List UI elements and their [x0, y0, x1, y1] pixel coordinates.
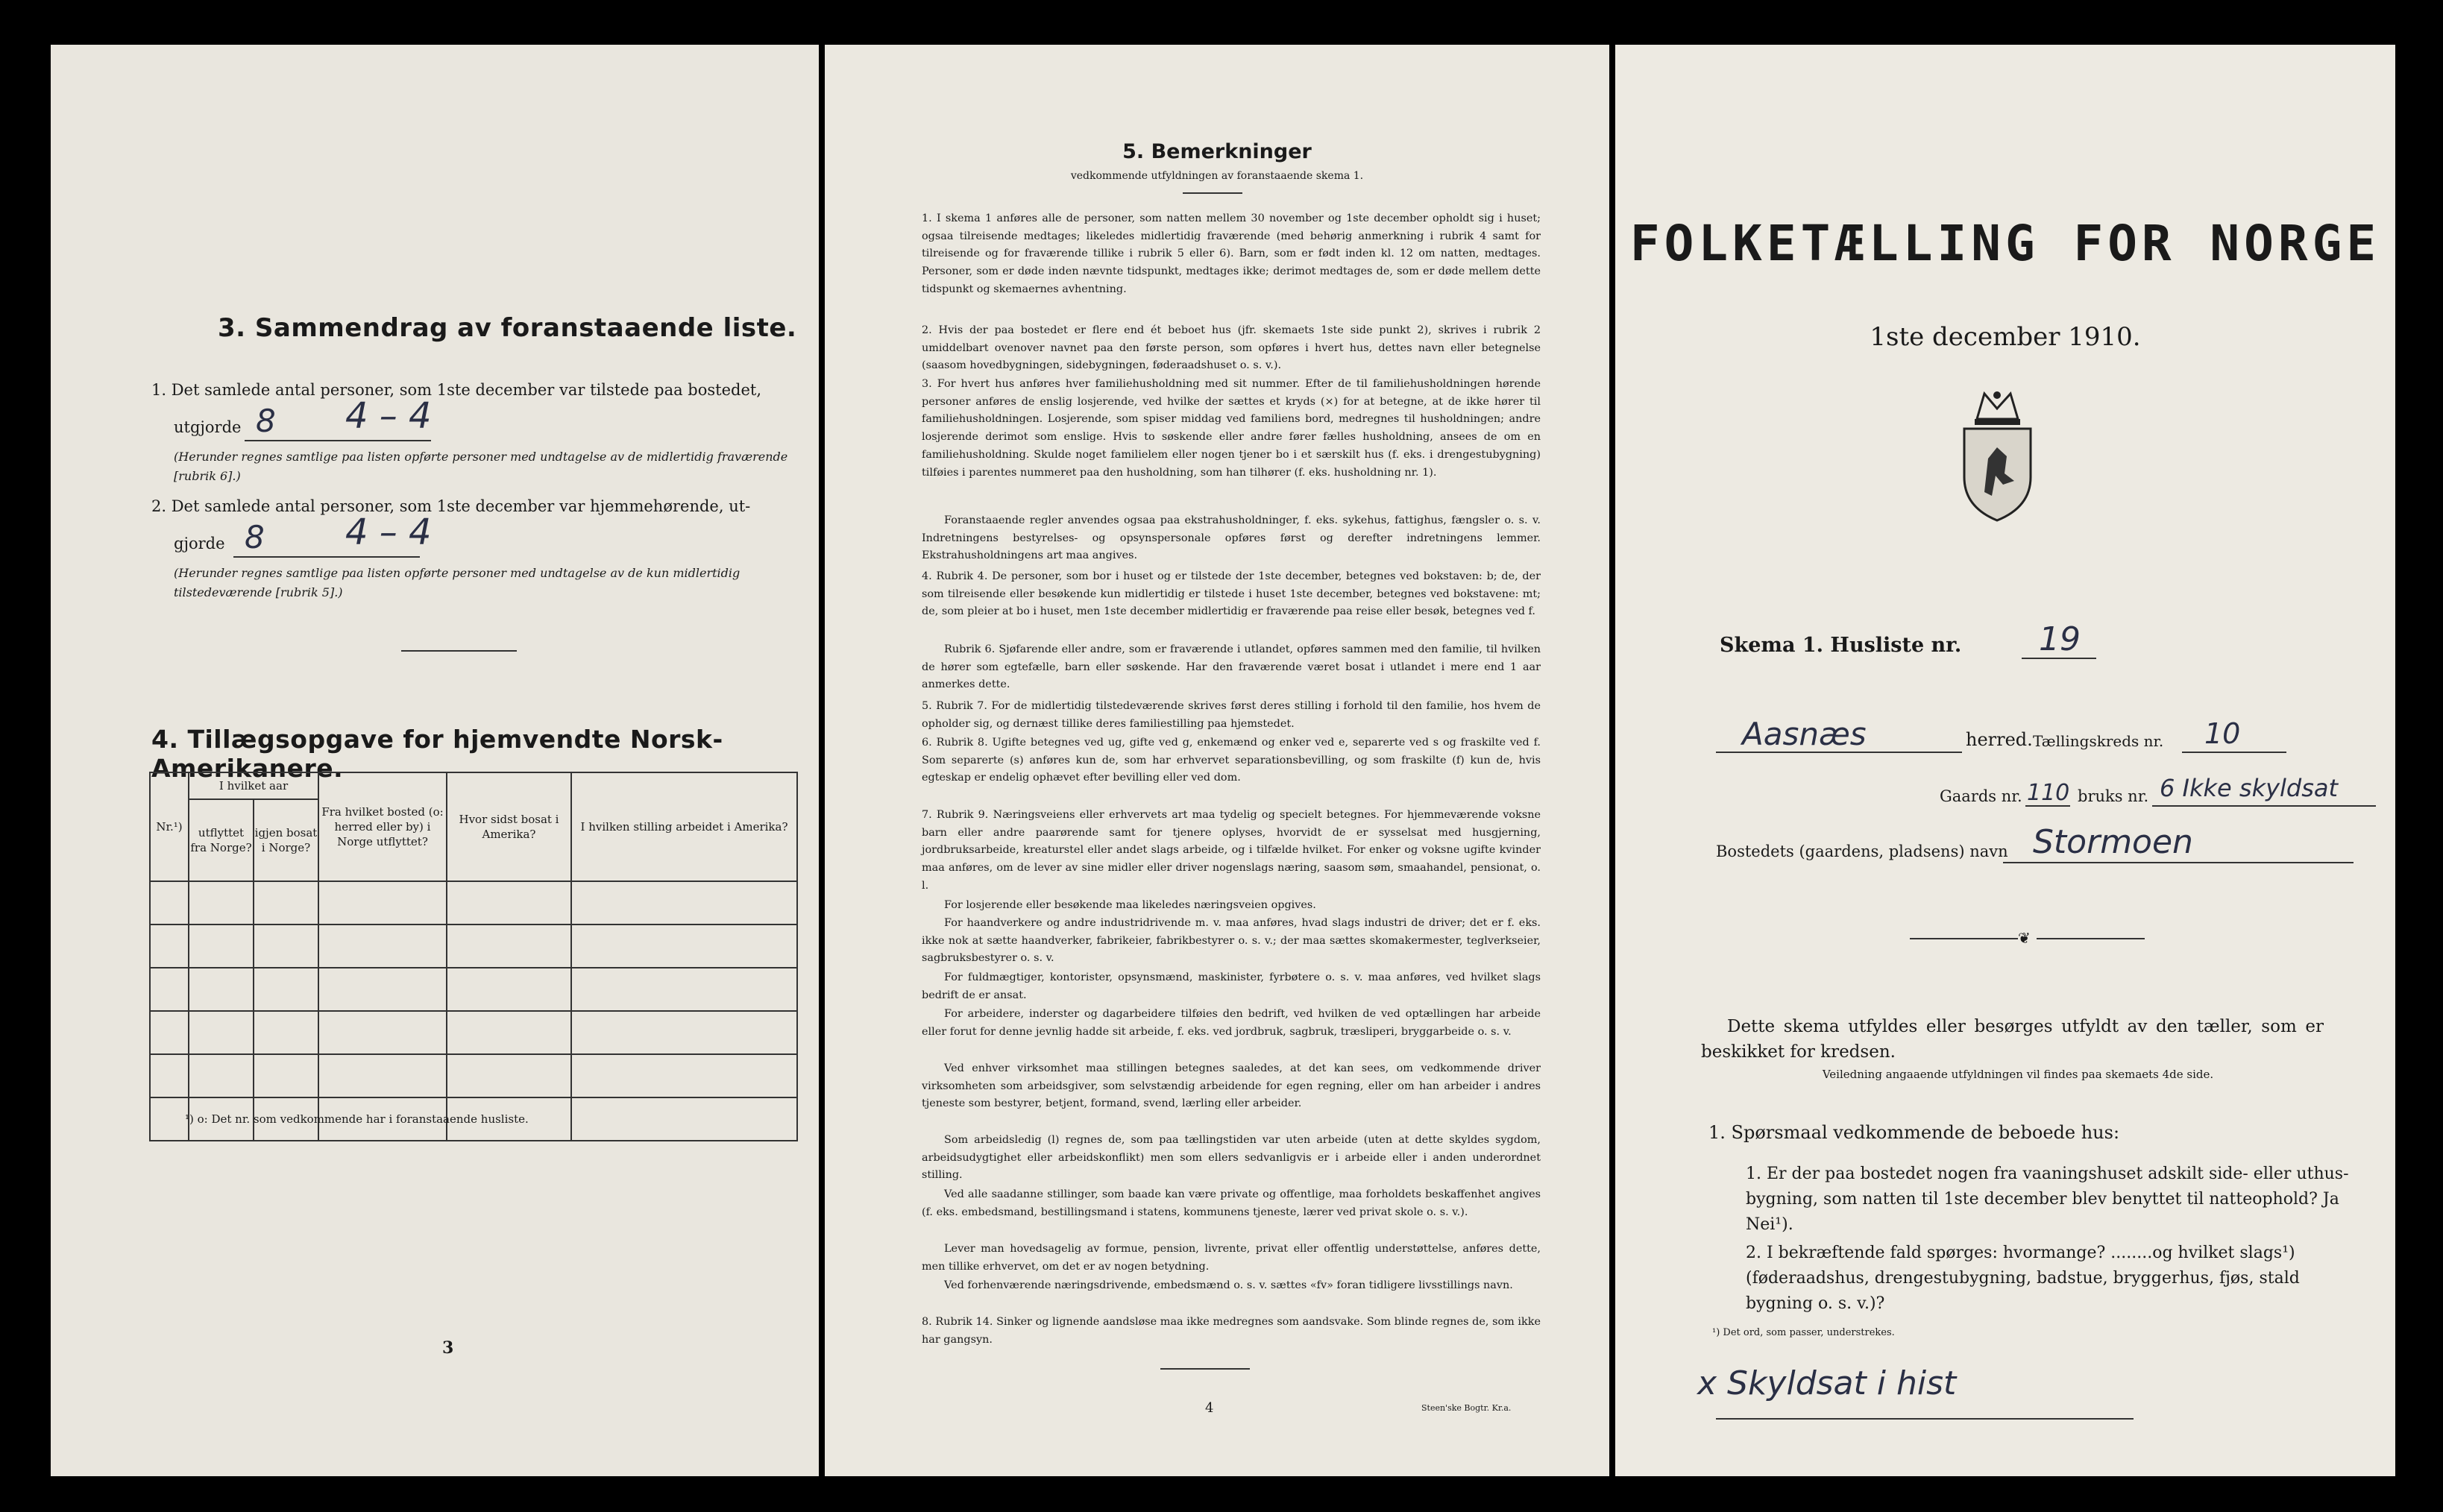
gaards-nr: 110: [2027, 780, 2070, 806]
intro-text: Dette skema utfyldes eller besørges utfyldt av den tæller, som er beskikket for kredsen.: [1701, 1017, 2324, 1062]
husliste-nr: 19: [2039, 620, 2081, 658]
item1-note: (Herunder regnes samtlige paa listen opførte personer med undtagelse av de midlertidig fraværende [rubrik 6].): [174, 450, 788, 483]
bruks-value: 6 Ikke skyldsat: [2160, 774, 2339, 802]
table-row: [150, 1054, 797, 1097]
remark-7: 7. Rubrik 9. Næringsveiens eller erhvervets art maa tydelig og specielt betegnes. For hjemmeværende voksne barn eller andre paarørende samt for tjenere oplyses, hvorvidt de er sysselsat med husgjerning, jordbruksarbeide, kreaturstel eller andet slags arbeide, og i tilfælde hvilket. For enker og voksne ugifte kvinder maa anføres, om de lever av sine midler eller driver nogenslags næring, saasom søm, smaahandel, pensionat, o. l.: [922, 809, 1541, 892]
remark-7h: Ved alle saadanne stillinger, som baade kan være private og offentlige, maa forholdets beskaffenhet angives (f. eks. embedsmand, bestillingsmand i statens, kommunens tjeneste, lærer ved privat skole o. s. v.).: [922, 1188, 1541, 1218]
item2-text: 2. Det samlede antal personer, som 1ste december var hjemmehørende, ut-: [151, 497, 751, 515]
bottom-line: [1716, 1418, 2134, 1420]
questions-heading: 1. Spørsmaal vedkommende de beboede hus:: [1708, 1122, 2120, 1143]
question-2: 2. I bekræftende fald spørges: hvormange? ........og hvilket slags¹) (føderaadshus, drengestubygning, badstue, bryggerhus, fjøs, stald bygning o. s. v.)?: [1746, 1244, 2300, 1313]
remark-7f: Ved enhver virksomhet maa stillingen betegnes saaledes, at det kan sees, om vedkommende driver virksomheten som arbeidsgiver, som selvstændig arbeidende for egen regning, eller om han arbeider i andres tjeneste som bestyrer, betjent, formand, svend, lærling eller arbeider.: [922, 1062, 1541, 1110]
item2-note: (Herunder regnes samtlige paa listen opførte personer med undtagelse av de kun midlertidig tilstedeværende [rubrik 5].): [174, 566, 741, 599]
section4-title: 4. Tillægsopgave for hjemvendte Norsk-Amerikanere.: [151, 725, 723, 783]
remark-5: 5. Rubrik 7. For de midlertidig tilstedeværende skrives først deres stilling i forhold til den familie, hos hvem de opholder sig, og dernæst tillike deres familiestilling paa hjemstedet.: [922, 700, 1541, 730]
remark-6: 6. Rubrik 8. Ugifte betegnes ved ug, gifte ved g, enkemænd og enker ved e, separerte ved s og fraskilte ved f. Som separerte (s) anføres kun de, som har erhvervet separationsbevilling, og som fraskilte (f) kun de, hvis egteskap er endelig ophævet efter bevilling eller ved dom.: [922, 737, 1541, 784]
ornament-rule-right: [2037, 938, 2145, 939]
col-year-group: I hvilket aar: [189, 772, 318, 799]
table-row: [150, 881, 797, 924]
herred-value: Aasnæs: [1742, 716, 1867, 752]
table-row: [150, 968, 797, 1011]
footnote: ¹) o: Det nr. som vedkommende har i foranstaaende husliste.: [185, 1112, 529, 1126]
col-nr: Nr.¹): [150, 772, 189, 881]
bruks-line: [2152, 805, 2376, 807]
remark-7d: For fuldmægtiger, kontorister, opsynsmænd, maskinister, fyrbøtere o. s. v. maa anføres, ved hvilket slags bedrift de er ansat.: [922, 971, 1541, 1001]
remark-7i: Lever man hovedsagelig av formue, pension, livrente, privat eller offentlig understøttelse, anføres dette, men tillike erhvervet, om det er av nogen betydning.: [922, 1243, 1541, 1273]
col-emigrated: utflyttet fra Norge?: [189, 799, 254, 881]
remark-7b: For losjerende eller besøkende maa likeledes næringsveien opgives.: [944, 899, 1316, 911]
bosted-line: [2003, 862, 2354, 863]
americans-table: [149, 772, 798, 1141]
page-3: [51, 45, 819, 1476]
page-number: 4: [1205, 1400, 1214, 1416]
item1-hand-total: 8: [256, 403, 276, 439]
item1-text: 1. Det samlede antal personer, som 1ste december var tilstede paa bostedet,: [151, 381, 762, 399]
item2-line: [233, 556, 420, 558]
item2-gjorde: gjorde: [174, 535, 225, 552]
item2-hand-total: 8: [245, 519, 265, 555]
remark-8: 8. Rubrik 14. Sinker og lignende aandsløse maa ikke medregnes som aandsvake. Som blinde regnes de, som ikke har gangsyn.: [922, 1316, 1541, 1346]
page-4: [825, 45, 1609, 1476]
census-date: 1ste december 1910.: [1870, 322, 2141, 352]
form-title: FOLKETÆLLING FOR NORGE: [1629, 215, 2381, 272]
bruks-label: bruks nr.: [2078, 787, 2149, 805]
remark-7e: For arbeidere, inderster og dagarbeidere tilføies den bedrift, ved hvilken de ved optællingen har arbeide eller forut for denne jevnlig hadde sit arbeide, f. eks. ved jordbruk, sagbruk, træsliperi, bryggarbeide o. s. v.: [922, 1008, 1541, 1038]
remarks-title: 5. Bemerkninger: [1122, 140, 1312, 163]
gaards-label: Gaards nr.: [1940, 787, 2022, 805]
item1-hand-split: 4 – 4: [345, 395, 432, 437]
remark-7c: For haandverkere og andre industridrivende m. v. maa anføres, hvad slags industri de driver; det er f. eks. ikke nok at sætte haandverker, fabrikeier, fabrikbestyrer o. s. v.; der maa sættes skomakermester, teglverkseier, sagbruksbestyrer o. s. v.: [922, 917, 1541, 965]
kreds-line: [2182, 752, 2286, 753]
remarks-subtitle: vedkommende utfyldningen av foranstaaende skema 1.: [1070, 170, 1364, 182]
remark-1: 1. I skema 1 anføres alle de personer, som natten mellem 30 november og 1ste december opholdt sig i huset; ogsaa tilreisende medtages; likeledes midlertidig fraværende (med behørig anmerkning i rubrik 4 samt for tilreisende og for fraværende tillike i rubrik 5 eller 6). Barn, som er født inden kl. 12 om natten, medtages. Personer, som er døde inden nævnte tidspunkt, medtages ikke; derimot medtages de, som er døde mellem dette tidspunkt og skemaernes avhentning.: [922, 212, 1541, 295]
bosted-label: Bostedets (gaardens, pladsens) navn: [1716, 842, 2008, 860]
remark-3b: Foranstaaende regler anvendes ogsaa paa ekstrahusholdninger, f. eks. sykehus, fattighus, fængsler o. s. v. Indretningens bestyrelses- og opsynspersonale opføres først og derefter indretningens lemmer. Ekstrahusholdningens art maa angives.: [922, 514, 1541, 562]
item1-utgjorde: utgjorde: [174, 418, 242, 436]
skema-label: Skema 1. Husliste nr.: [1720, 634, 1962, 657]
printer-mark: Steen'ske Bogtr. Kr.a.: [1421, 1403, 1512, 1413]
kreds-label: Tællingskreds nr.: [2033, 732, 2164, 750]
bosted-value: Stormoen: [2033, 823, 2193, 861]
col-work: I hvilken stilling arbeidet i Amerika?: [571, 772, 797, 881]
page-1: [1615, 45, 2395, 1476]
bottom-rule: [1160, 1368, 1250, 1370]
col-from: Fra hvilket bosted (o: herred eller by) i Norge utflyttet?: [318, 772, 447, 881]
remark-7j: Ved forhenværende næringsdrivende, embedsmænd o. s. v. sættes «fv» foran tidligere livsstillings navn.: [944, 1279, 1513, 1291]
remark-3: 3. For hvert hus anføres hver familiehusholdning med sit nummer. Efter de til familiehusholdningen hørende personer anføres de enslig losjerende, ved hvilke der sættes et kryds (×) for at betegne, at de ikke hører til familiehusholdningen. Losjerende, som spiser middag ved familiens bord, medregnes til husholdningen; andre losjerende derimot som enslige. Hvis to søskende eller andre fører fælles husholdning, ansees de om en familiehusholdning. Skulde noget familielem eller nogen tjener bo i et særskilt hus (f. eks. i drengestubygning) tilføies i parentes nummeret paa den husholdning, som han tilhører (f. eks. husholdning nr. 1).: [922, 378, 1541, 479]
coat-of-arms-icon: [1951, 388, 2044, 522]
footnote: ¹) Det ord, som passer, understrekes.: [1712, 1327, 1895, 1338]
ornament-rule-left: [1910, 938, 2018, 939]
remark-4: 4. Rubrik 4. De personer, som bor i huset og er tilstede der 1ste december, betegnes ved bokstaven: b; de, der som tilreisende eller besøkende kun midlertidig er tilstede i huset 1ste december, betegnes ved bokstavene: mt; de, som pleier at bo i huset, men 1ste december midlertidig er fraværende paa reise eller besøk, betegnes ved f.: [922, 570, 1541, 618]
kreds-nr: 10: [2204, 717, 2241, 750]
bottom-handwriting: x Skyldsat i hist: [1697, 1364, 1957, 1402]
item1-line: [245, 440, 431, 441]
divider: [401, 650, 517, 652]
page-number: 3: [442, 1338, 454, 1358]
col-where: Hvor sidst bosat i Amerika?: [447, 772, 571, 881]
instruction-note: Veiledning angaaende utfyldningen vil findes paa skemaets 4de side.: [1822, 1068, 2214, 1081]
title-rule: [1183, 192, 1242, 194]
col-returned: igjen bosat i Norge?: [254, 799, 318, 881]
remark-2: 2. Hvis der paa bostedet er flere end ét beboet hus (jfr. skemaets 1ste side punkt 2), skrives i rubrik 2 umiddelbart ovenover navnet paa den første person, som opføres i hvert hus, dettes navn eller betegnelse (saasom hovedbygningen, sidebygningen, føderaadshuset o. s. v.).: [922, 324, 1541, 372]
question-1: 1. Er der paa bostedet nogen fra vaaningshuset adskilt side- eller uthus-bygning, som natten til 1ste december blev benyttet til natteophold? Ja Nei¹).: [1746, 1165, 2349, 1234]
remark-4b: Rubrik 6. Sjøfarende eller andre, som er fraværende i utlandet, opføres sammen med den familie, til hvilken de hører som egtefælle, barn eller søskende. Har den fraværende været bosat i utlandet i mere end 1 aar anmerkes dette.: [922, 643, 1541, 691]
ornament-icon: ❦: [2018, 929, 2031, 947]
herred-label: herred.: [1966, 729, 2033, 750]
section3-title: 3. Sammendrag av foranstaaende liste.: [218, 313, 797, 343]
remark-7g: Som arbeidsledig (l) regnes de, som paa tællingstiden var uten arbeide (uten at dette skyldes sygdom, arbeidsudygtighet eller arbeidskonflikt) men som ellers sedvanligvis er i arbeide eller i anden underordnet stilling.: [922, 1134, 1541, 1182]
table-row: [150, 924, 797, 968]
item2-hand-split: 4 – 4: [345, 511, 432, 553]
table-row: [150, 1011, 797, 1054]
